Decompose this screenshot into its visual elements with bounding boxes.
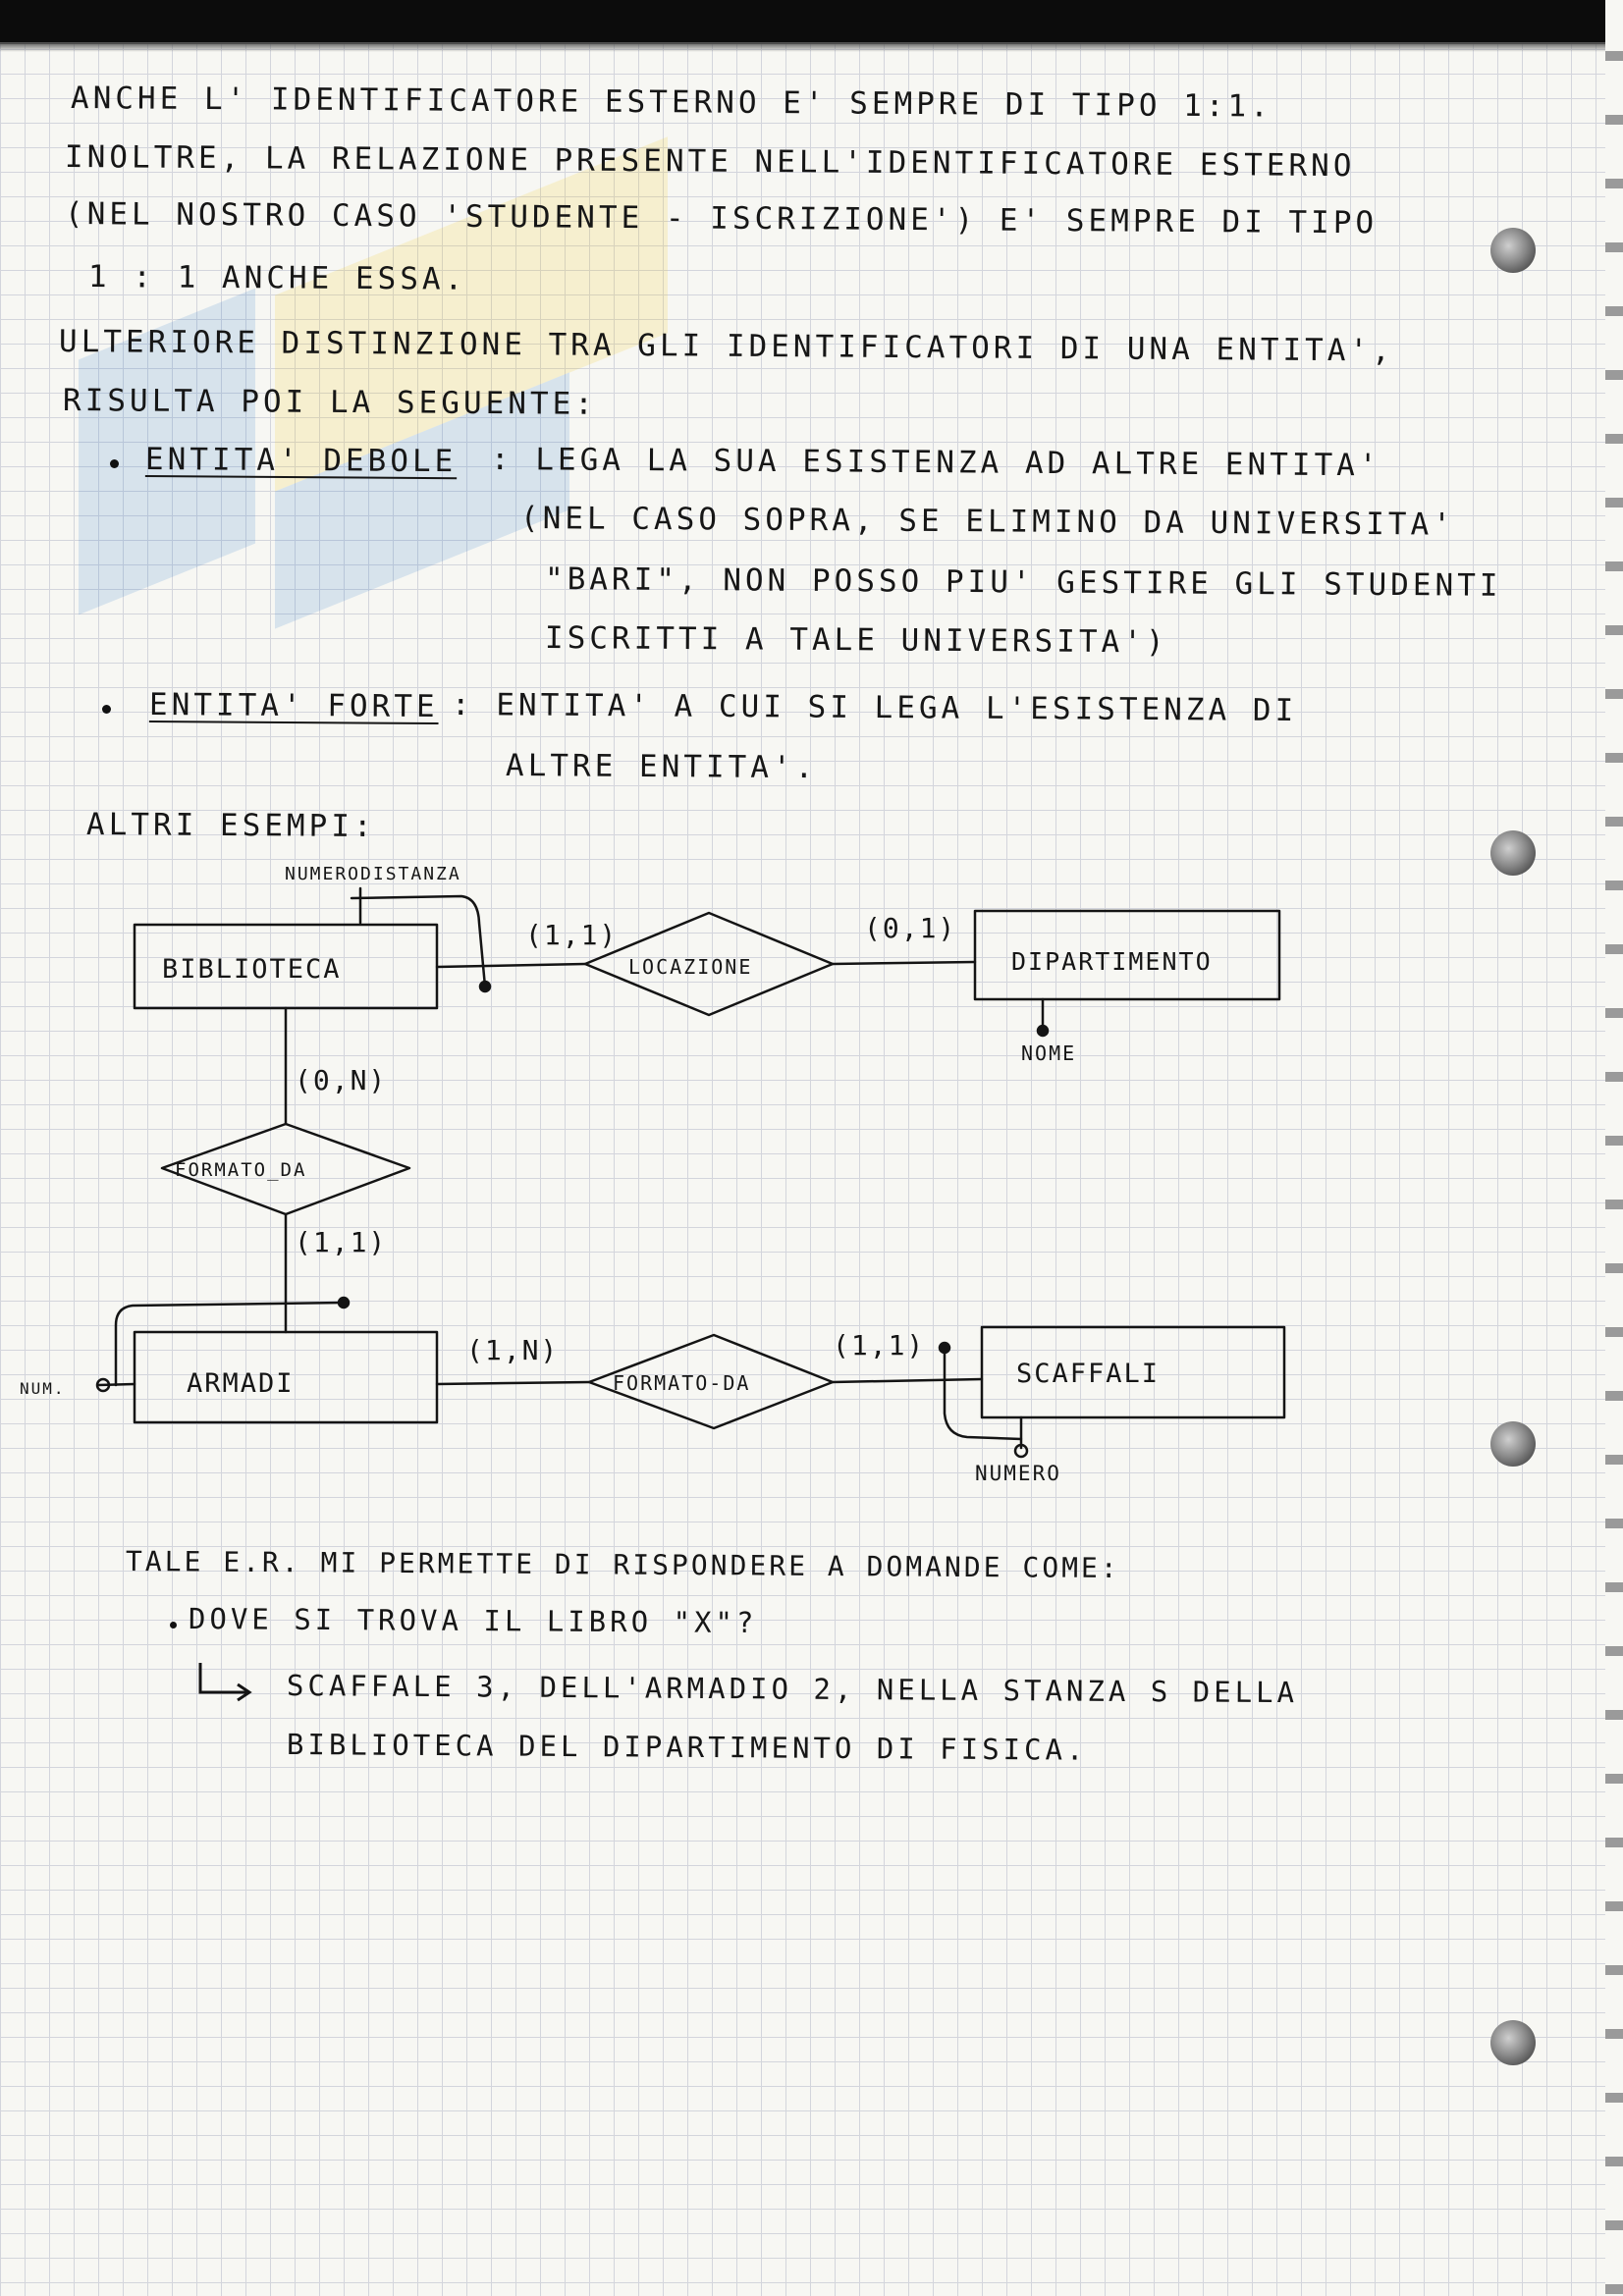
card-dipartimento-locazione: (0,1) (864, 912, 957, 944)
bullet-icon (170, 1622, 177, 1629)
attribute-nome: NOME (1021, 1041, 1077, 1065)
card-biblioteca-locazione: (1,1) (525, 919, 619, 951)
attribute-numero: NUMERO (975, 1462, 1061, 1485)
relation-formato-da-1-label: FORMATO_DA (175, 1159, 307, 1181)
closing-intro: TALE E.R. MI PERMETTE DI RISPONDERE A DOMANDE COME: (125, 1545, 1120, 1585)
relation-locazione-label: LOCAZIONE (628, 955, 753, 979)
relation-formato-da-2-label: FORMATO-DA (613, 1371, 751, 1395)
entity-scaffali-label: SCAFFALI (1016, 1359, 1161, 1389)
closing-answer-1: SCAFFALE 3, DELL'ARMADIO 2, NELLA STANZA S DELLA (286, 1669, 1299, 1710)
strong-entity-line-1: : ENTITA' A CUI SI LEGA L'ESISTENZA DI (451, 687, 1298, 729)
card-biblioteca-formato: (0,N) (295, 1064, 388, 1096)
weak-entity-line-1: : LEGA LA SUA ESISTENZA AD ALTRE ENTITA' (490, 442, 1381, 484)
entity-armadi-label: ARMADI (187, 1368, 295, 1399)
entity-dipartimento-label: DIPARTIMENTO (1011, 947, 1213, 976)
weak-entity-line-3: "BARI", NON POSSO PIU' GESTIRE GLI STUDENTI (544, 561, 1502, 604)
closing-question: DOVE SI TROVA IL LIBRO "X"? (188, 1602, 758, 1640)
arrow-return-icon (194, 1659, 255, 1706)
attribute-num: NUM. (20, 1379, 66, 1398)
text-line-6: RISULTA POI LA SEGUENTE: (62, 383, 598, 422)
text-line-4: 1 : 1 ANCHE ESSA. (87, 259, 467, 297)
card-armadi-formato: (1,1) (295, 1226, 388, 1258)
closing-answer-2: BIBLIOTECA DEL DIPARTIMENTO DI FISICA. (286, 1728, 1088, 1767)
text-line-3: (NEL NOSTRO CASO 'STUDENTE - ISCRIZIONE') E' SEMPRE DI TIPO (64, 196, 1379, 241)
card-armadi-scaffali: (1,N) (466, 1334, 560, 1366)
text-line-1: ANCHE L' IDENTIFICATORE ESTERNO E' SEMPRE DI TIPO 1:1. (70, 80, 1272, 125)
text-line-2: INOLTRE, LA RELAZIONE PRESENTE NELL'IDENTIFICATORE ESTERNO (64, 139, 1356, 185)
attribute-numero-di-stanza: NUMERODISTANZA (285, 864, 461, 884)
text-line-5: ULTERIORE DISTINZIONE TRA GLI IDENTIFICATORI DI UNA ENTITA', (58, 324, 1394, 369)
weak-entity-line-2: (NEL CASO SOPRA, SE ELIMINO DA UNIVERSITA' (519, 501, 1455, 543)
weak-entity-line-4: ISCRITTI A TALE UNIVERSITA') (544, 620, 1168, 661)
examples-heading: ALTRI ESEMPI: (85, 807, 376, 845)
strong-entity-term: ENTITA' FORTE (148, 687, 439, 725)
weak-entity-term: ENTITA' DEBOLE (144, 442, 458, 480)
card-scaffali-formato: (1,1) (833, 1329, 926, 1362)
strong-entity-line-2: ALTRE ENTITA'. (505, 748, 818, 786)
entity-biblioteca-label: BIBLIOTECA (162, 954, 342, 985)
